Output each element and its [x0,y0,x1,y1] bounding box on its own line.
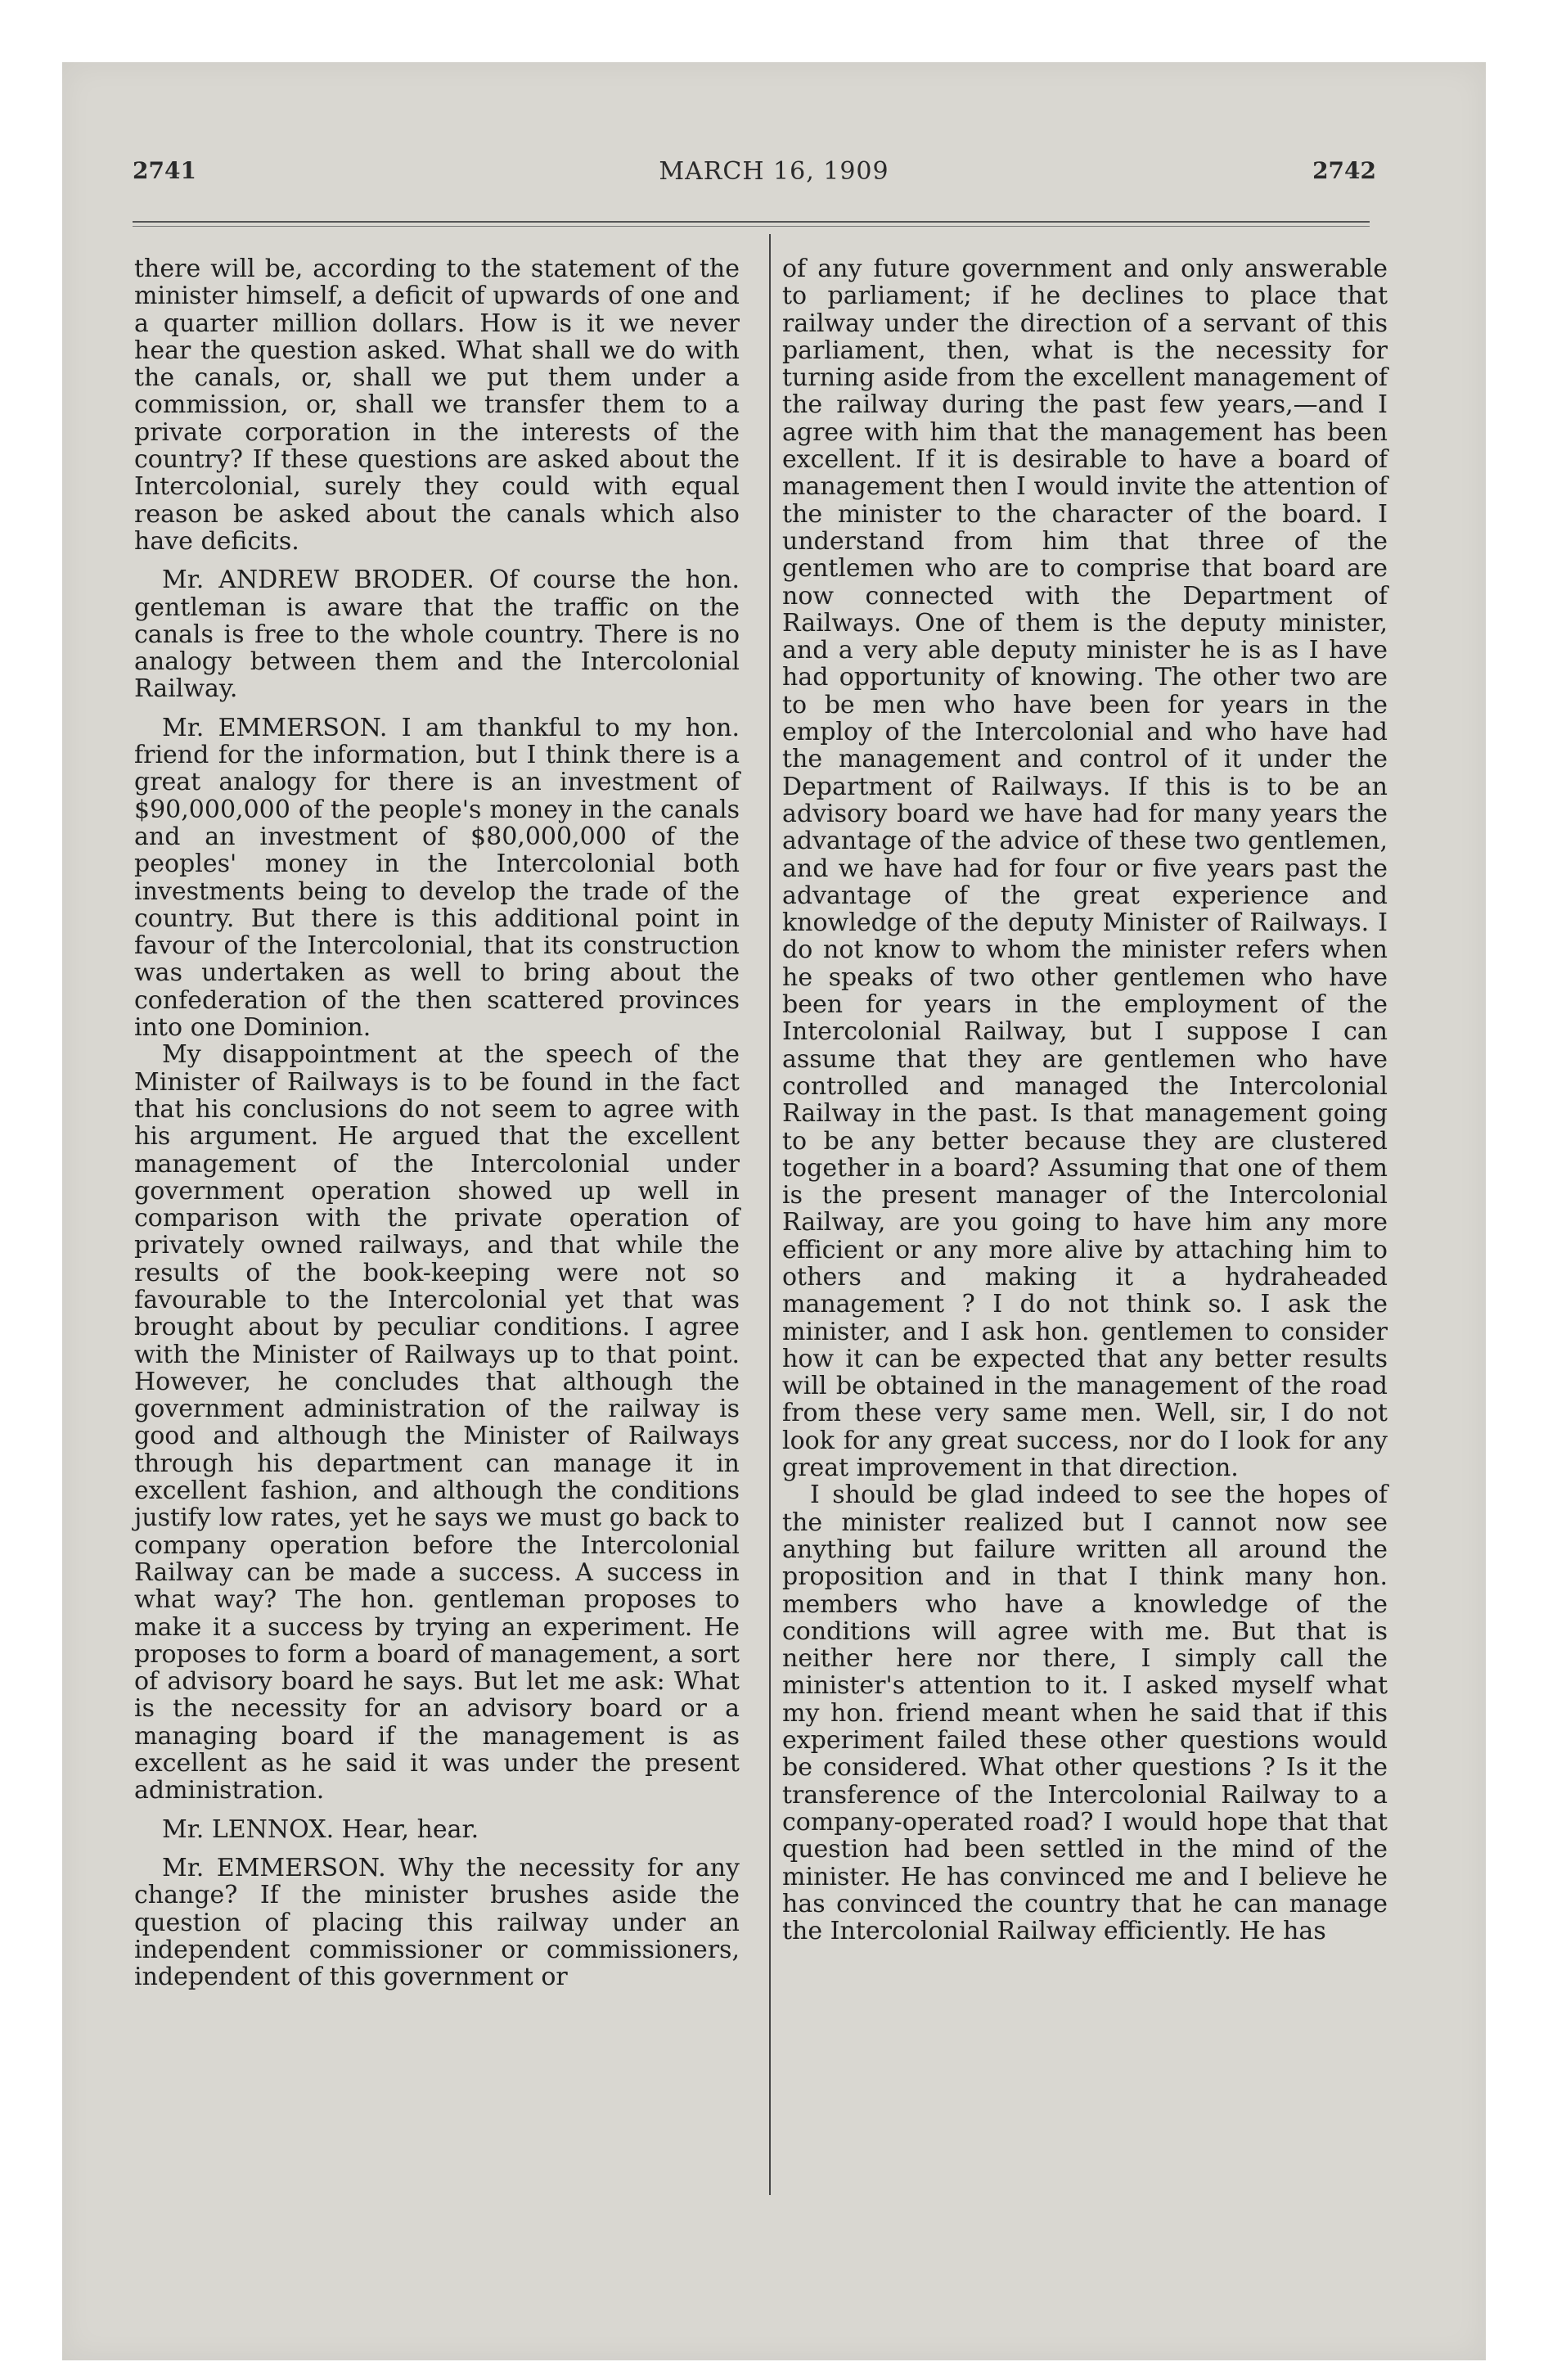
page-scan [62,62,1486,2360]
paragraph: My disappointment at the speech of the Minister of Railways is to be found in the fact that his conclusions do not seem to agree with his argument. He argued that the excellent management of the Intercolonial under government operation showed up well in comparison with the private operation of privately owned railways, and that while the results of the book-keeping were not so favourable to the Intercolonial yet that was brought about by peculiar conditions. I agree with the Minister of Railways up to that point. However, he concludes that although the government administration of the railway is good and although the Minister of Railways through his department can manage it in excellent fashion, and although the conditions justify low rates, yet he says we must go back to company operation before the Intercolonial Railway can be made a success. A success in what way? The hon. gentleman proposes to make it a success by trying an experiment. He proposes to form a board of management, a sort of advisory board he says. But let me ask: What is the necessity for an advisory board or a managing board if the management is as excellent as he said it was under the present administration. [134,1040,740,1805]
page-header [62,62,1486,201]
paragraph: of any future government and only answerable to parliament; if he declines to place that railway under the direction of a servant of this parliament, then, what is the necessity for turning aside from the excellent management of the railway during the past few years,—and I agree with him that the management has been excellent. If it is desirable to have a board of management then I would invite the attention of the minister to the character of the board. I understand from him that three of the gentlemen who are to comprise that board are now connected with the Department of Railways. One of them is the deputy minister, and a very able deputy minister he is as I have had opportunity of knowing. The other two are to be men who have been for years in the employ of the Intercolonial and who have had the management and control of it under the Department of Railways. If this is to be an advisory board we have had for many years the advantage of the advice of these two gentlemen, and we have had for four or five years past the advantage of the great experience and knowledge of the deputy Minister of Railways. I do not know to whom the minister refers when he speaks of two other gentlemen who have been for years in the employment of the Intercolonial Railway, but I suppose I can assume that they are gentlemen who have controlled and managed the Intercolonial Railway in the past. Is that management going to be any better because they are clustered together in a board? Assuming that one of them is the present manager of the Intercolonial Railway, are you going to have him any more efficient or any more alive by attaching him to others and making it a hydraheaded management ? I do not think so. I ask the minister, and I ask hon. gentlemen to consider how it can be expected that any better results will be obtained in the management of the road from these very same men. Well, sir, I do not look for any great success, nor do I look for any great improvement in that direction. [782,255,1388,1483]
column-divider [769,234,771,2195]
right-column [782,255,1388,1945]
paragraph-speaker: Mr. LENNOX. Hear, hear. [162,1814,479,1844]
paragraph: I should be glad indeed to see the hopes of the minister realized but I cannot now see anything but failure written all around the proposition and in that I think many hon. members who have a knowledge of the conditions will agree with me. But that is neither here nor there, I simply call the minister's attention to it. I asked myself what my hon. friend meant when he said that if this experiment failed these other questions would be considered. What other questions ? Is it the transference of the Intercolonial Railway to a company-operated road? I would hope that that question had been settled in the mind of the minister. He has convinced me and I believe he has convinced the country that he can manage the Intercolonial Railway efficiently. He has [782,1481,1388,1946]
left-column [134,255,740,1990]
page-date-title: MARCH 16, 1909 [659,157,889,186]
paragraph-speaker: Mr. ANDREW BRODER. Of course the hon. gentleman is aware that the traffic on the canals is free to the whole country. There is no analogy between them and the Intercolonial Railway. [134,566,740,704]
paragraph: there will be, according to the statement of the minister himself, a deficit of upwards of one and a quarter million dollars. How is it we never hear the question asked. What shall we do with the canals, or, shall we put them under a commission, or, shall we transfer them to a private corporation in the interests of the country? If these questions are asked about the Intercolonial, surely they could with equal reason be asked about the canals which also have deficits. [134,255,740,556]
header-rule [133,221,1370,223]
page-number-left: 2741 [133,157,196,184]
header-rule-secondary [133,226,1370,227]
paragraph-speaker: Mr. EMMERSON. I am thankful to my hon. friend for the information, but I think there is a great analogy for there is an investment of $90,000,000 of the people's money in the canals and an investment of $80,000,000 of the peoples' money in the Intercolonial both investments being to develop the trade of the country. But there is this additional point in favour of the Intercolonial, that its construction was undertaken as well to bring about the confederation of the then scattered provinces into one Dominion. [134,713,740,1043]
page-number-right: 2742 [1312,157,1376,184]
paragraph-speaker: Mr. EMMERSON. Why the necessity for any change? If the minister brushes aside the question of placing this railway under an independent commissioner or commissioners, independent of this government or [134,1853,740,1992]
